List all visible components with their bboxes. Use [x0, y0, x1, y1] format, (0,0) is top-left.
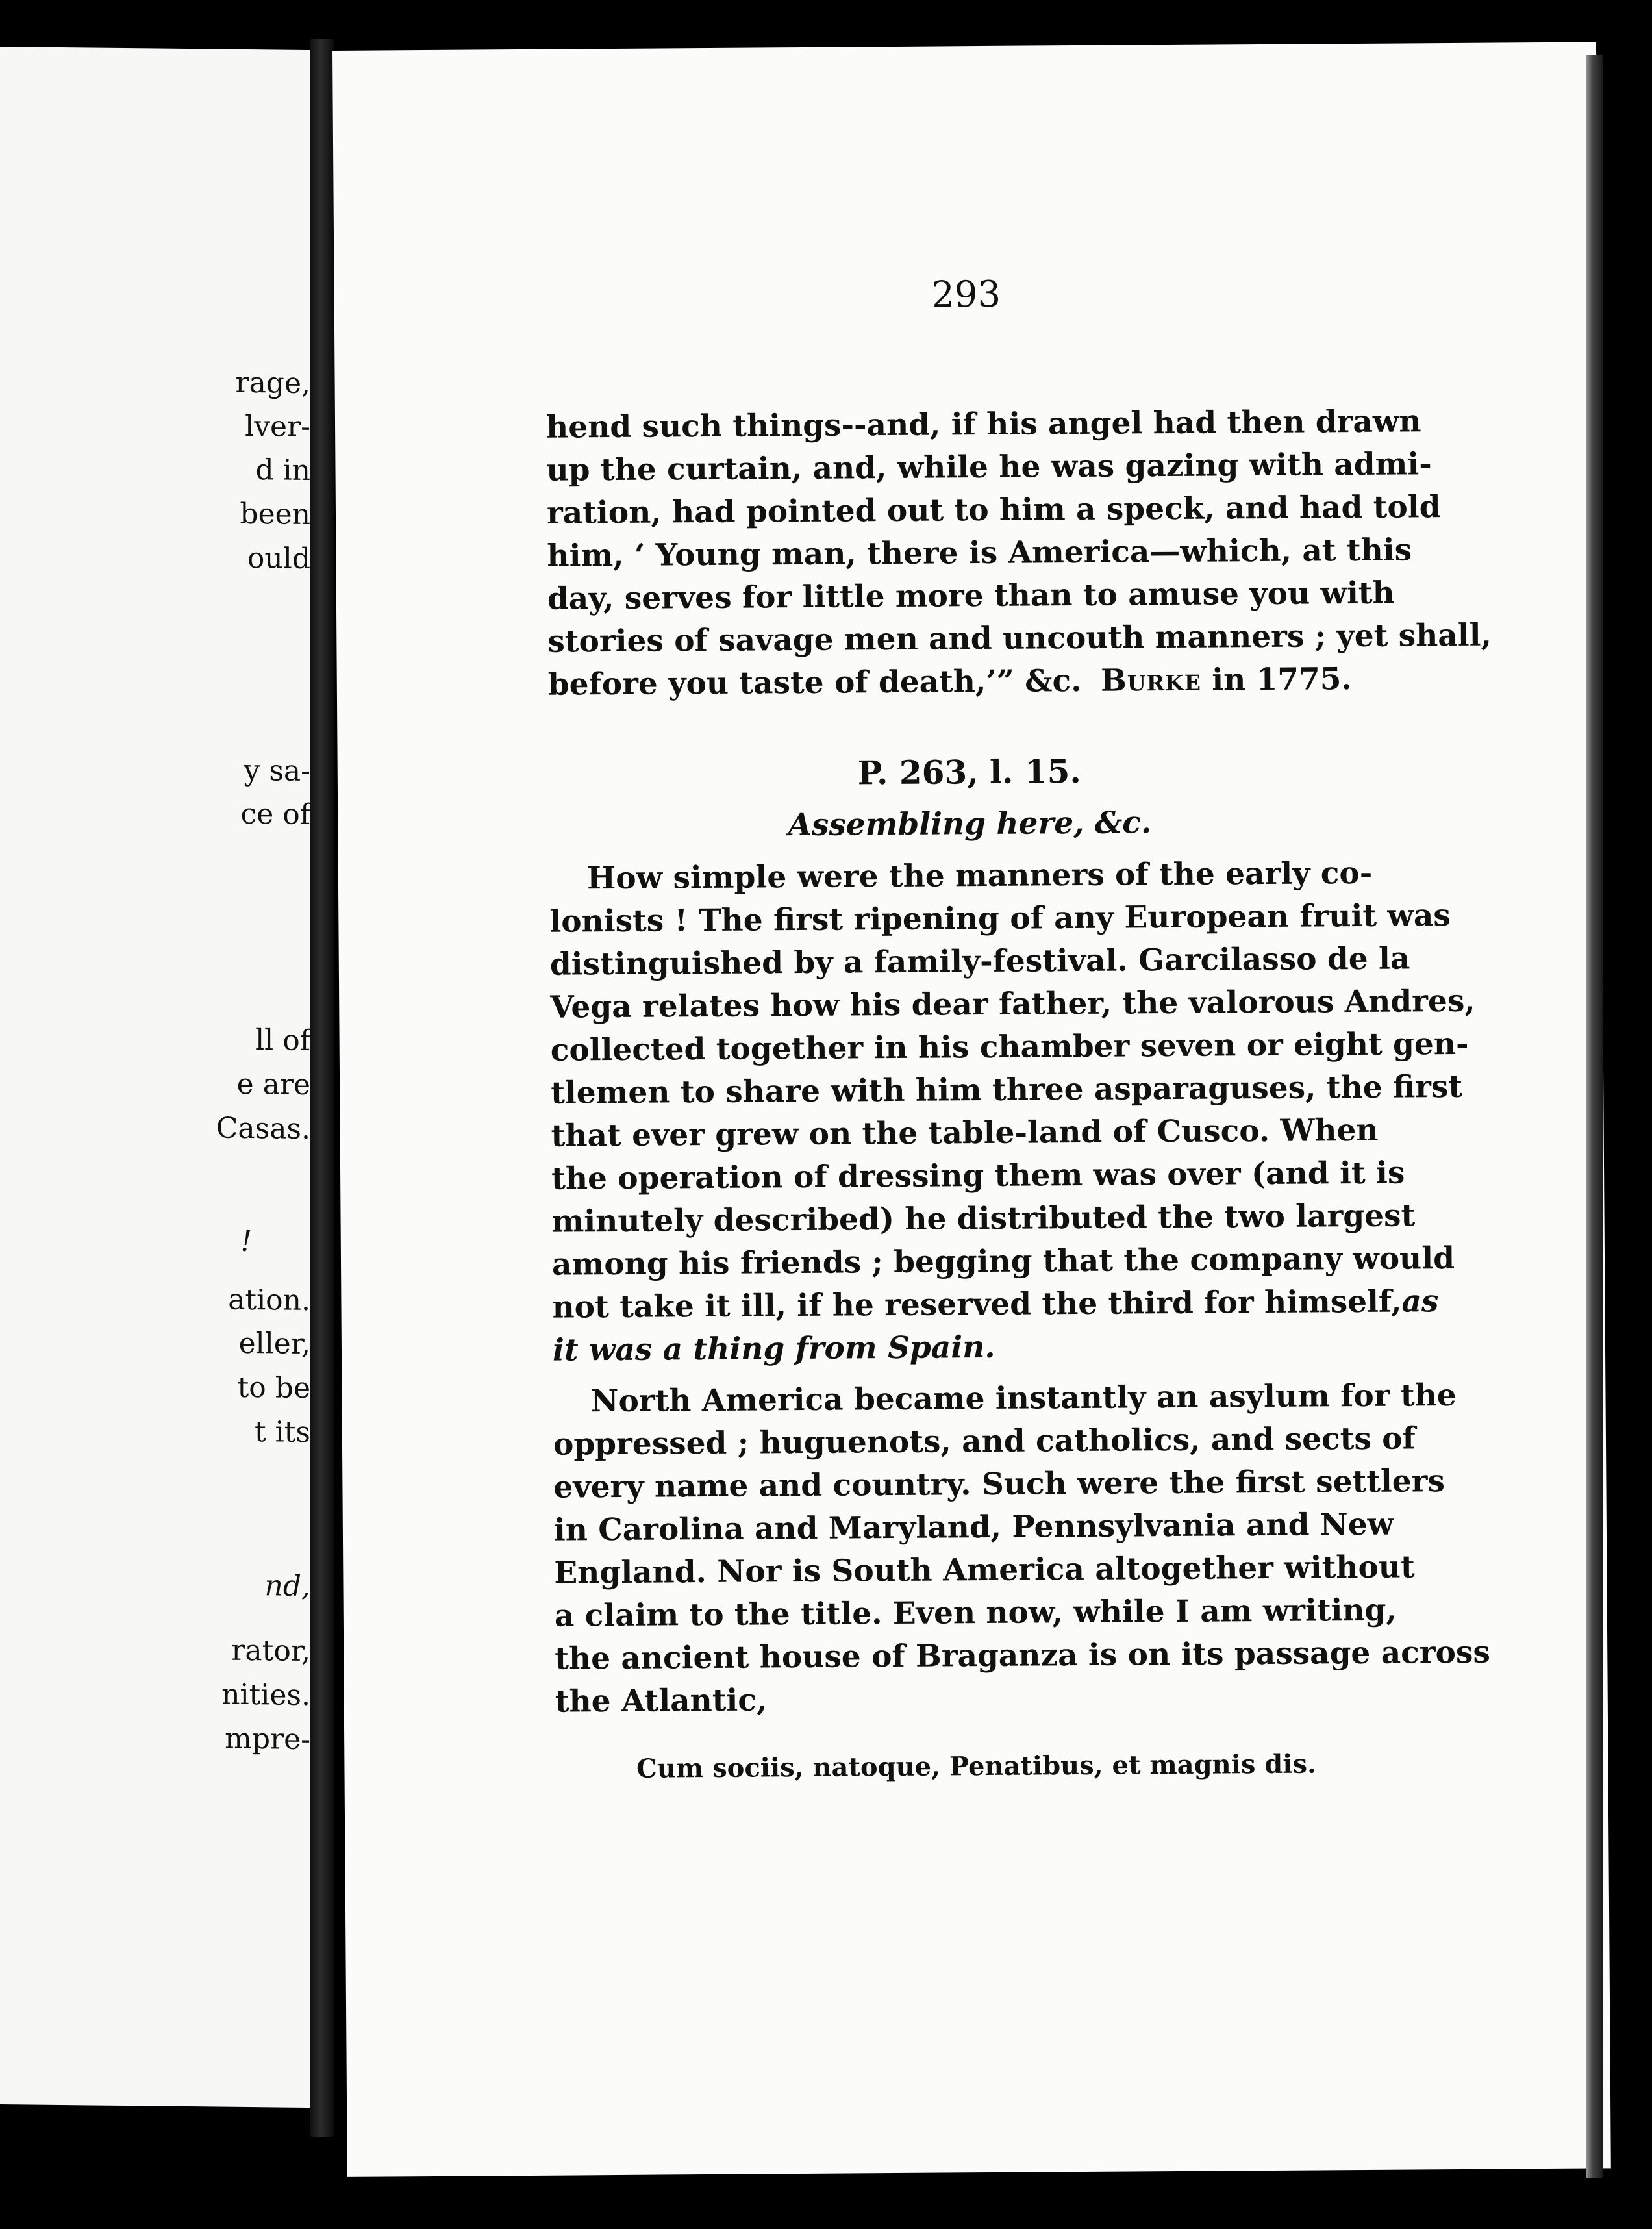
text-line: among his friends ; begging that the company would — [551, 1240, 1455, 1283]
left-page-fragment: ould — [247, 541, 310, 576]
text-line: him, ‘ Young man, there is America—which, at this — [547, 532, 1412, 574]
text-line: oppressed ; huguenots, and catholics, and sects of — [553, 1420, 1416, 1463]
attribution-name: Burke — [1100, 662, 1202, 699]
text-line: a claim to the title. Even now, while I am writing, — [554, 1592, 1397, 1634]
text-line: distinguished by a family-festival. Garcilasso de la — [549, 940, 1410, 983]
left-page-fragment: been — [240, 497, 310, 532]
text-line: England. Nor is South America altogether without — [554, 1549, 1415, 1591]
text-line: the ancient house of Braganza is on its passage across — [555, 1634, 1490, 1677]
left-page-fragment: ation. — [228, 1283, 310, 1318]
quote-heading: Assembling here, &c. — [788, 805, 1152, 844]
left-page-fragment: Casas. — [216, 1111, 310, 1146]
left-page-fragment: ll of — [255, 1024, 310, 1058]
attribution-year: in 1775. — [1212, 661, 1352, 698]
left-page-fragment: e are — [236, 1067, 310, 1102]
text-line: up the curtain, and, while he was gazing with admi- — [546, 446, 1432, 488]
left-page-fragment: mpre- — [225, 1722, 310, 1757]
latin-closing-quote: Cum sociis, natoque, Penatibus, et magnis dis. — [636, 1748, 1317, 1784]
left-page-fragment: t its — [254, 1415, 310, 1450]
left-page-fragment: rator, — [231, 1633, 310, 1669]
left-page-fragment: lver- — [245, 409, 310, 444]
text-line: ration, had pointed out to him a speck, and had told — [546, 489, 1441, 531]
text-line-body: not take it ill, if he reserved the third for himself, — [552, 1283, 1402, 1326]
burke-quotation — [545, 401, 1492, 707]
page-number: 293 — [931, 273, 1001, 316]
reference-heading: P. 263, l. 15. — [857, 751, 1082, 792]
text-line: the operation of dressing them was over (and it is — [551, 1155, 1405, 1197]
text-line: that ever grew on the table-land of Cusco. When — [551, 1112, 1379, 1154]
paragraph-north-america — [553, 1375, 1490, 1724]
left-page-fragment: ce of — [240, 797, 310, 832]
text-line-mixed — [552, 1281, 1439, 1329]
left-page-fragment: eller, — [238, 1326, 310, 1361]
paragraph-colonists — [549, 852, 1475, 1372]
text-line: North America became instantly an asylum for the — [590, 1377, 1457, 1420]
text-line: tlemen to share with him three asparaguses, the first — [551, 1068, 1463, 1111]
text-line: lonists ! The first ripening of any European fruit was — [549, 898, 1451, 940]
left-page-fragment: nities. — [221, 1678, 310, 1713]
left-page-fragment: rage, — [235, 366, 310, 401]
text-line: Vega relates how his dear father, the valorous Andres, — [550, 983, 1475, 1026]
attribution — [1101, 658, 1352, 703]
text-line: every name and country. Such were the first settlers — [553, 1463, 1446, 1505]
left-page-fragment: d in — [255, 453, 310, 488]
left-page-fragment: y sa- — [244, 753, 310, 788]
text-line: How simple were the manners of the early co- — [586, 855, 1373, 897]
left-page-fragment: ! — [240, 1224, 252, 1259]
text-line: day, serves for little more than to amuse you with — [547, 575, 1395, 617]
text-line: collected together in his chamber seven or eight gen- — [550, 1026, 1469, 1068]
text-line: in Carolina and Maryland, Pennsylvania and New — [553, 1506, 1394, 1548]
left-page-fragment: nd, — [264, 1569, 310, 1604]
left-page-fragment: to be — [237, 1370, 310, 1405]
italic-tail: as — [1401, 1283, 1439, 1320]
text-line: the Atlantic, — [555, 1682, 768, 1720]
burke-last-line: before you taste of death,’” &c. — [547, 662, 1082, 703]
text-line-attribution — [548, 658, 1352, 707]
italic-line: it was a thing from Spain. — [552, 1329, 995, 1368]
left-page — [0, 47, 314, 2108]
text-line: hend such things--and, if his angel had then drawn — [545, 403, 1421, 446]
page-edge-right — [1586, 55, 1603, 2178]
text-line: stories of savage men and uncouth manners ; yet shall, — [547, 617, 1492, 660]
main-page — [332, 42, 1611, 2177]
text-line: minutely described) he distributed the two largest — [551, 1198, 1416, 1240]
book-gutter — [310, 39, 334, 2137]
